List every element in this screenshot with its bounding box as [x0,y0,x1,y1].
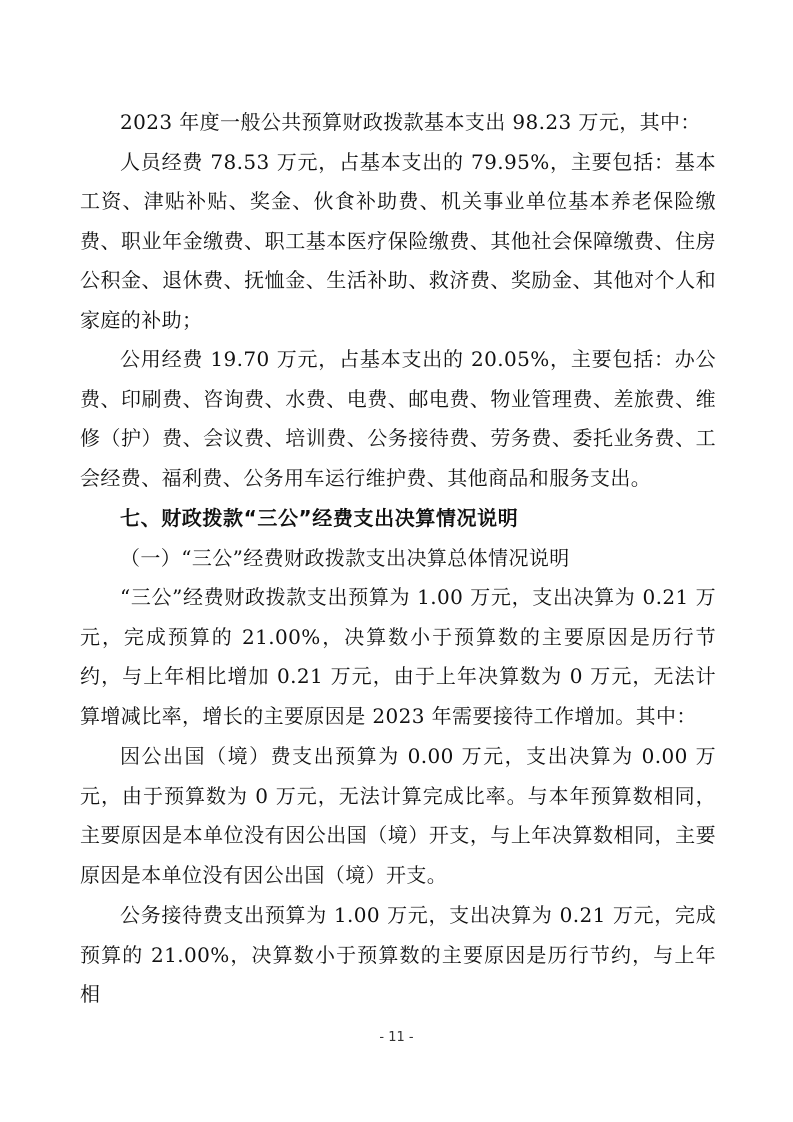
document-body [80,103,716,1015]
paragraph-personnel-expenses: 人员经费 78.53 万元，占基本支出的 79.95%，主要包括：基本工资、津贴补贴、奖金、伙食补助费、机关事业单位基本养老保险缴费、职业年金缴费、职工基本医疗保险缴费、其他社会保障缴费、住房公积金、退休费、抚恤金、生活补助、救济费、奖励金、其他对个人和家庭的补助； [80,149,716,332]
paragraph-three-public-overall: “三公”经费财政拨款支出预算为 1.00 万元，支出决算为 0.21 万元，完成预算的 21.00%，决算数小于预算数的主要原因是历行节约，与上年相比增加 0.21 万元，由于上年决算数为 0 万元，无法计算增减比率，增长的主要原因是 2023 年需要接待工作增加。其中： [80,585,716,728]
page-number: - 11 - [379,1030,414,1045]
paragraph-official-reception: 公务接待费支出预算为 1.00 万元，支出决算为 0.21 万元，完成预算的 21.00%，决算数小于预算数的主要原因是历行节约，与上年相 [80,903,716,1006]
subsection-heading: （一）“三公”经费财政拨款支出决算总体情况说明 [120,546,570,570]
paragraph-public-expenses: 公用经费 19.70 万元，占基本支出的 20.05%，主要包括：办公费、印刷费、咨询费、水费、电费、邮电费、物业管理费、差旅费、维修（护）费、会议费、培训费、公务接待费、劳务费、委托业务费、工会经费、福利费、公务用车运行维护费、其他商品和服务支出。 [80,347,716,490]
paragraph-basic-expenditure-total: 2023 年度一般公共预算财政拨款基本支出 98.23 万元，其中： [120,110,701,134]
section-heading: 七、财政拨款“三公”经费支出决算情况说明 [120,506,519,530]
paragraph-overseas-travel: 因公出国（境）费支出预算为 0.00 万元，支出决算为 0.00 万元，由于预算数为 0 万元，无法计算完成比率。与本年预算数相同，主要原因是本单位没有因公出国（境）开支，与上年决算数相同，主要原因是本单位没有因公出国（境）开支。 [80,744,716,887]
